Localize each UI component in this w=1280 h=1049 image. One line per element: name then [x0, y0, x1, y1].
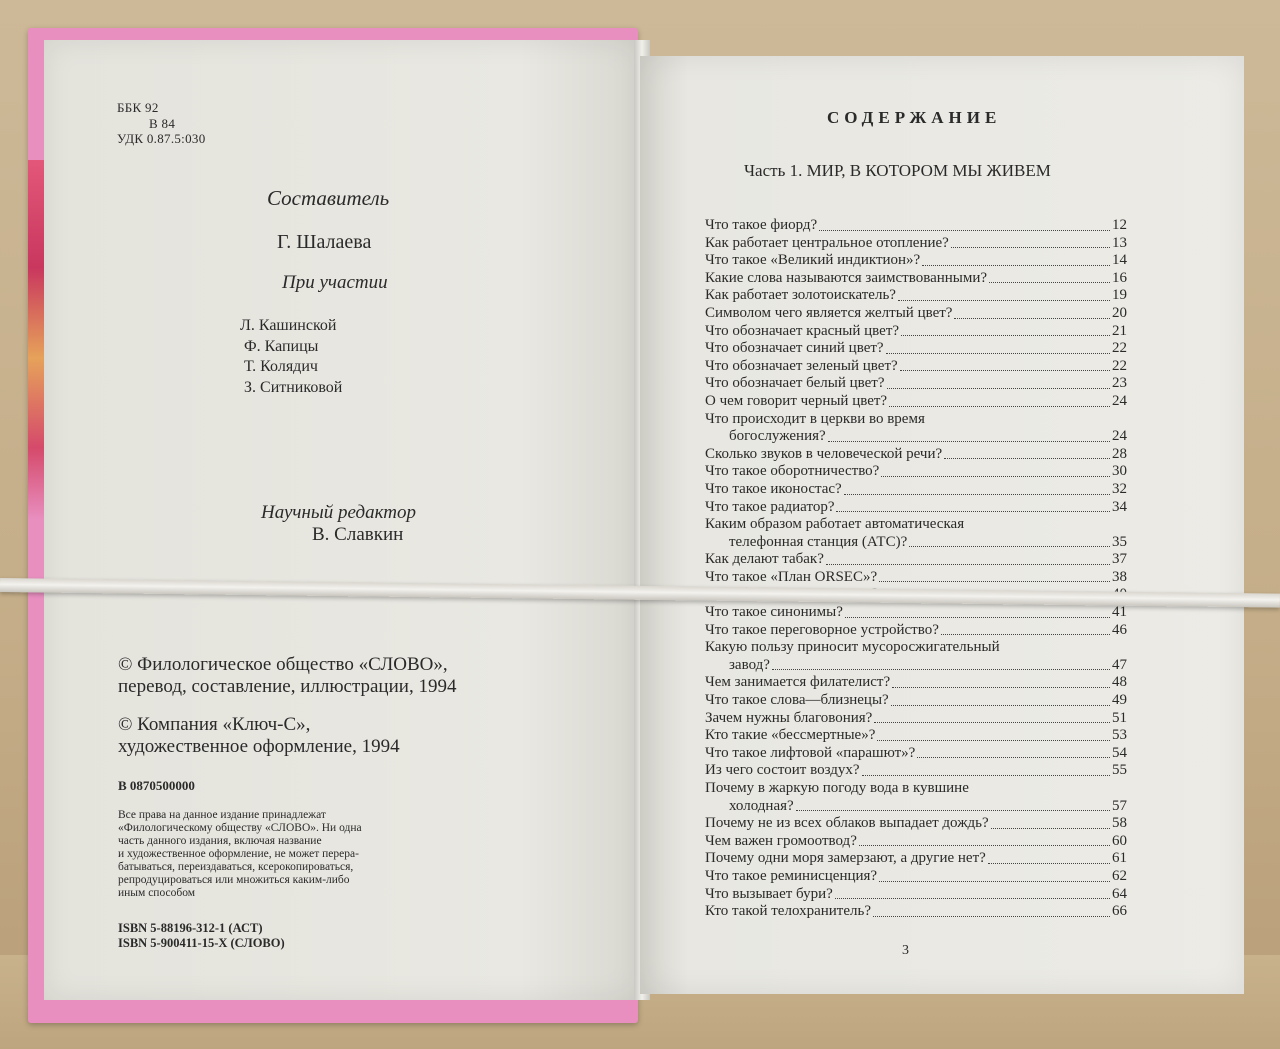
toc-entry-page: 24 [1112, 428, 1127, 445]
toc-leader-dots [879, 581, 1110, 582]
participant: З. Ситниковой [244, 379, 343, 396]
toc-entry [705, 798, 1127, 816]
toc-entry [705, 323, 1127, 341]
toc-leader-dots [901, 335, 1110, 336]
toc-entry [705, 393, 1127, 411]
toc-title: СОДЕРЖАНИЕ [827, 108, 1002, 127]
rights-line: батываться, переиздаваться, ксерокопироваться, [118, 861, 354, 873]
toc-leader-dots [922, 265, 1110, 266]
toc-entry [705, 604, 1127, 622]
toc-entry-title: Что обозначает синий цвет? [705, 340, 884, 357]
toc-leader-dots [845, 617, 1110, 618]
cover-illustration-edge [28, 160, 44, 520]
toc-entry-title: Каким образом работает автоматическая [705, 516, 965, 533]
toc-entry [705, 235, 1127, 253]
toc-entry [705, 833, 1127, 851]
copyright-klyuch: © Компания «Ключ-С», [118, 714, 311, 735]
toc-entry-title: Что такое радиатор? [705, 498, 835, 515]
toc-leader-dots [891, 705, 1110, 706]
toc-entry-title: Сколько звуков в человеческой речи? [705, 445, 943, 462]
toc-entry-page: 32 [1112, 480, 1127, 497]
toc-entry-page: 34 [1112, 498, 1127, 515]
toc-entry-title: Что такое фиорд? [705, 217, 818, 233]
toc-entry-page: 54 [1112, 744, 1127, 761]
author-code: В 84 [149, 116, 176, 131]
toc-entry [705, 622, 1127, 640]
rights-line: часть данного издания, включая название [118, 835, 322, 847]
toc-leader-dots [796, 810, 1110, 811]
toc-entry [705, 710, 1127, 728]
toc-entry-title: Чем важен громоотвод? [705, 832, 857, 849]
toc-entry-title: Кто такие «бессмертные»? [705, 727, 876, 744]
toc-entry-page: 46 [1112, 621, 1127, 638]
catalog-code: В 0870500000 [118, 778, 195, 793]
toc-entry [705, 727, 1127, 745]
toc-entry [705, 657, 1127, 675]
toc-entry [705, 868, 1127, 886]
toc-entry-title: Чем занимается филателист? [705, 674, 891, 691]
toc-entry [705, 358, 1127, 376]
copyright-slovo: © Филологическое общество «СЛОВО», [118, 654, 448, 675]
toc-entry-page: 58 [1112, 815, 1127, 832]
toc-entry-page: 30 [1112, 463, 1127, 480]
toc-leader-dots [862, 775, 1110, 776]
toc-entry-title: Что обозначает зеленый цвет? [705, 357, 898, 374]
toc-leader-dots [991, 828, 1110, 829]
toc-entry [705, 674, 1127, 692]
toc-leader-dots [917, 757, 1110, 758]
toc-entry-page: 64 [1112, 885, 1127, 902]
toc-leader-dots [835, 898, 1110, 899]
toc-entry-title: телефонная станция (АТС)? [729, 533, 908, 550]
copyright-klyuch-detail: художественное оформление, 1994 [118, 736, 400, 757]
toc-entry [705, 340, 1127, 358]
toc-entry-page: 48 [1112, 674, 1127, 691]
toc-entry [705, 692, 1127, 710]
participant: Ф. Капицы [244, 338, 319, 355]
isbn-ast: ISBN 5-88196-312-1 (АСТ) [118, 921, 263, 935]
toc-entry-page: 38 [1112, 568, 1127, 585]
participant: Т. Колядич [244, 358, 318, 375]
bbk-code: ББК 92 [117, 100, 159, 115]
toc-leader-dots [909, 546, 1110, 547]
toc-leader-dots [874, 722, 1110, 723]
toc-entry-title: Что вызывает бури? [705, 885, 833, 902]
toc-entry-page: 13 [1112, 234, 1127, 251]
toc-entry-page: 28 [1112, 445, 1127, 462]
toc-entry-title: Что такое «План ORSEC»? [705, 568, 878, 585]
toc-entry-page: 20 [1112, 304, 1127, 321]
toc-leader-dots [873, 916, 1110, 917]
toc-entry-title: Как делают табак? [705, 551, 824, 568]
rights-line: репродуцироваться или множиться каким-либо [118, 874, 350, 886]
toc-entry-title: Что происходит в церкви во время [705, 410, 925, 427]
toc-entry [705, 516, 1127, 534]
toc-leader-dots [889, 406, 1110, 407]
toc-entry-page: 57 [1112, 797, 1127, 814]
toc-entry-title: Что обозначает красный цвет? [705, 322, 900, 339]
toc-entry [705, 411, 1127, 429]
participant: Л. Кашинской [240, 317, 337, 334]
toc-entry-title: Как работает центральное отопление? [705, 234, 949, 251]
toc-entry-title: Почему в жаркую погоду вода в кувшине [705, 780, 969, 796]
toc-leader-dots [954, 318, 1110, 319]
toc-entry-title: Что такое лифтовой «парашют»? [705, 744, 916, 761]
toc-entry [705, 305, 1127, 323]
toc-entry-page: 66 [1112, 903, 1127, 920]
toc-leader-dots [941, 634, 1110, 635]
toc-entry-title: Символом чего является желтый цвет? [705, 304, 953, 321]
toc-entry-page: 14 [1112, 252, 1127, 269]
editor-heading: Научный редактор [261, 502, 416, 523]
editor-name: В. Славкин [312, 524, 404, 545]
toc-entry-title: Кто такой телохранитель? [705, 903, 871, 920]
toc-entry [705, 252, 1127, 270]
toc-entry-page: 22 [1112, 357, 1127, 374]
toc-entry-title: Что такое «Великий индиктион»? [705, 252, 921, 269]
toc-leader-dots [836, 511, 1110, 512]
toc-entry-page: 55 [1112, 762, 1127, 779]
toc-leader-dots [887, 388, 1111, 389]
toc-entry-title: Что такое слова—близнецы? [705, 692, 889, 709]
rights-line: и художественное оформление, не может перера- [118, 848, 359, 860]
toc-entry [705, 551, 1127, 569]
toc-leader-dots [898, 300, 1110, 301]
toc-entry [705, 499, 1127, 517]
toc-entry [705, 428, 1127, 446]
toc-leader-dots [988, 863, 1110, 864]
toc-entry [705, 463, 1127, 481]
toc-entry [705, 639, 1127, 657]
toc-entry-page: 24 [1112, 392, 1127, 409]
toc-entry-page: 61 [1112, 850, 1127, 867]
toc-entry [705, 287, 1127, 305]
toc-entry-title: холодная? [729, 797, 794, 814]
toc-leader-dots [951, 247, 1110, 248]
toc-entry-title: Что такое переговорное устройство? [705, 621, 939, 638]
rights-line: «Филологическому обществу «СЛОВО». Ни одна [118, 822, 362, 834]
copyright-slovo-detail: перевод, составление, иллюстрации, 1994 [118, 676, 457, 697]
rights-line: иным способом [118, 887, 195, 899]
toc-entry [705, 850, 1127, 868]
toc-entry-page: 47 [1112, 656, 1127, 673]
udk-code: УДК 0.87.5:030 [117, 131, 206, 146]
toc-entry [705, 270, 1127, 288]
toc-entry-page: 41 [1112, 604, 1127, 621]
toc-entry [705, 903, 1127, 921]
toc-entry-title: завод? [729, 656, 770, 673]
toc-entry [705, 886, 1127, 904]
toc-entry-title: Что такое реминисценция? [705, 867, 878, 884]
toc-entry [705, 446, 1127, 464]
toc-leader-dots [826, 564, 1110, 565]
toc-entry-page: 22 [1112, 340, 1127, 357]
toc-entry-page: 60 [1112, 832, 1127, 849]
toc-entry-page: 16 [1112, 269, 1127, 286]
toc-entry [705, 815, 1127, 833]
toc-entry [705, 534, 1127, 552]
toc-entry-title: Почему не из всех облаков выпадает дождь? [705, 815, 989, 832]
toc-entry-title: богослужения? [729, 428, 826, 445]
table-of-contents [705, 217, 1127, 921]
toc-leader-dots [859, 845, 1110, 846]
part-heading: Часть 1. МИР, В КОТОРОМ МЫ ЖИВЕМ [744, 161, 1051, 180]
toc-entry-page: 37 [1112, 551, 1127, 568]
toc-entry [705, 745, 1127, 763]
toc-entry-page: 51 [1112, 709, 1127, 726]
toc-entry-page: 53 [1112, 727, 1127, 744]
toc-entry [705, 217, 1127, 235]
toc-entry-title: Что такое оборотничество? [705, 463, 880, 480]
toc-entry-title: Из чего состоит воздух? [705, 762, 860, 779]
toc-entry-title: Что обозначает белый цвет? [705, 375, 885, 392]
toc-leader-dots [819, 230, 1110, 231]
isbn-slovo: ISBN 5-900411-15-X (СЛОВО) [118, 936, 285, 950]
toc-leader-dots [900, 370, 1110, 371]
toc-leader-dots [892, 687, 1110, 688]
toc-entry-title: Какую пользу приносит мусоросжигательный [705, 639, 1000, 656]
toc-entry-page: 12 [1112, 217, 1127, 233]
toc-leader-dots [881, 476, 1110, 477]
compiler-name: Г. Шалаева [277, 231, 372, 253]
toc-entry [705, 762, 1127, 780]
toc-entry-page: 23 [1112, 375, 1127, 392]
toc-leader-dots [772, 669, 1110, 670]
rights-line: Все права на данное издание принадлежат [118, 809, 326, 821]
compiler-heading: Составитель [267, 186, 390, 210]
toc-entry-title: Что такое иконостас? [705, 480, 842, 497]
toc-entry-title: Почему одни моря замерзают, а другие нет? [705, 850, 986, 867]
toc-entry [705, 780, 1127, 798]
toc-entry [705, 481, 1127, 499]
toc-leader-dots [879, 881, 1110, 882]
toc-leader-dots [877, 740, 1110, 741]
page-number: 3 [902, 943, 909, 958]
toc-entry-page: 35 [1112, 533, 1127, 550]
toc-entry [705, 569, 1127, 587]
toc-leader-dots [886, 353, 1110, 354]
toc-leader-dots [844, 494, 1110, 495]
toc-entry-title: Какие слова называются заимствованными? [705, 269, 988, 286]
participation-heading: При участии [282, 272, 388, 293]
toc-entry-title: Зачем нужны благовония? [705, 709, 873, 726]
toc-leader-dots [989, 282, 1110, 283]
toc-leader-dots [828, 441, 1110, 442]
toc-entry-page: 62 [1112, 867, 1127, 884]
toc-entry-title: Что такое синонимы? [705, 604, 843, 621]
toc-entry-title: Как работает золотоискатель? [705, 287, 896, 304]
toc-entry [705, 375, 1127, 393]
toc-leader-dots [944, 458, 1110, 459]
toc-entry-title: О чем говорит черный цвет? [705, 392, 888, 409]
toc-entry-page: 21 [1112, 322, 1127, 339]
toc-entry-page: 19 [1112, 287, 1127, 304]
toc-entry-page: 49 [1112, 692, 1127, 709]
